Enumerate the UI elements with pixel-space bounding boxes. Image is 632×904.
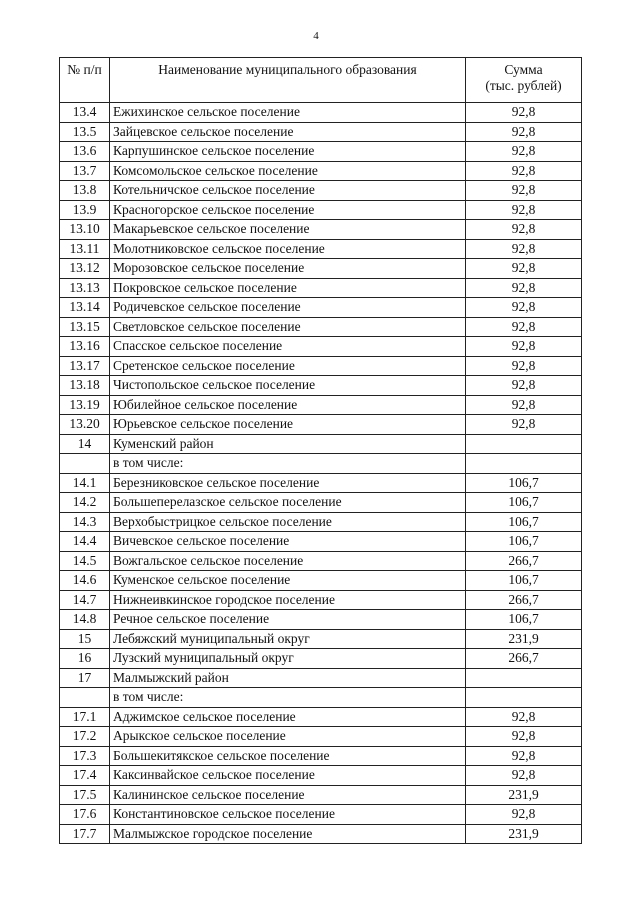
row-number: 14.5 xyxy=(60,551,110,571)
table-row xyxy=(60,181,582,201)
row-number: 14.8 xyxy=(60,610,110,630)
row-name: Каксинвайское сельское поселение xyxy=(110,766,466,786)
row-number: 13.18 xyxy=(60,376,110,396)
table-row xyxy=(60,434,582,454)
row-sum: 92,8 xyxy=(466,766,582,786)
row-name: Речное сельское поселение xyxy=(110,610,466,630)
row-sum: 92,8 xyxy=(466,356,582,376)
table-row xyxy=(60,688,582,708)
row-number: 13.10 xyxy=(60,220,110,240)
row-number: 13.13 xyxy=(60,278,110,298)
table-row xyxy=(60,629,582,649)
row-number: 17.2 xyxy=(60,727,110,747)
table-row xyxy=(60,337,582,357)
row-name: Морозовское сельское поселение xyxy=(110,259,466,279)
row-number: 13.19 xyxy=(60,395,110,415)
row-name: Куменский район xyxy=(110,434,466,454)
table-row xyxy=(60,571,582,591)
row-sum: 92,8 xyxy=(466,122,582,142)
row-sum: 92,8 xyxy=(466,727,582,747)
row-sum: 92,8 xyxy=(466,805,582,825)
header-sum-line1: Сумма xyxy=(504,62,543,77)
table-row xyxy=(60,122,582,142)
row-name: Калининское сельское поселение xyxy=(110,785,466,805)
table-row xyxy=(60,415,582,435)
row-name: Лебяжский муниципальный округ xyxy=(110,629,466,649)
row-number: 15 xyxy=(60,629,110,649)
row-name: Большеперелазское сельское поселение xyxy=(110,493,466,513)
table-row xyxy=(60,239,582,259)
row-sum xyxy=(466,668,582,688)
row-name: Нижнеивкинское городское поселение xyxy=(110,590,466,610)
table-row xyxy=(60,551,582,571)
table-body xyxy=(60,103,582,844)
row-name: Чистопольское сельское поселение xyxy=(110,376,466,396)
row-sum: 106,7 xyxy=(466,571,582,591)
row-sum: 92,8 xyxy=(466,278,582,298)
row-name: Ежихинское сельское поселение xyxy=(110,103,466,123)
row-number: 13.7 xyxy=(60,161,110,181)
row-sum: 92,8 xyxy=(466,376,582,396)
row-number: 17.6 xyxy=(60,805,110,825)
row-number: 14.6 xyxy=(60,571,110,591)
row-name: Большекитякское сельское поселение xyxy=(110,746,466,766)
row-sum: 92,8 xyxy=(466,317,582,337)
row-name: Светловское сельское поселение xyxy=(110,317,466,337)
row-name: Арыкское сельское поселение xyxy=(110,727,466,747)
row-sum: 92,8 xyxy=(466,395,582,415)
table-row xyxy=(60,512,582,532)
table-row xyxy=(60,376,582,396)
table-row xyxy=(60,805,582,825)
row-number: 14.1 xyxy=(60,473,110,493)
row-name: Юрьевское сельское поселение xyxy=(110,415,466,435)
row-number xyxy=(60,454,110,474)
table-row xyxy=(60,785,582,805)
row-sum: 92,8 xyxy=(466,337,582,357)
row-sum: 92,8 xyxy=(466,259,582,279)
table-row xyxy=(60,395,582,415)
row-number: 17.4 xyxy=(60,766,110,786)
row-name: Вичевское сельское поселение xyxy=(110,532,466,552)
row-sum: 92,8 xyxy=(466,239,582,259)
table-row xyxy=(60,668,582,688)
row-name: Сретенское сельское поселение xyxy=(110,356,466,376)
row-sum: 106,7 xyxy=(466,532,582,552)
table-row xyxy=(60,278,582,298)
row-number: 13.11 xyxy=(60,239,110,259)
row-number: 13.14 xyxy=(60,298,110,318)
table-row xyxy=(60,220,582,240)
table-row xyxy=(60,649,582,669)
row-number: 13.16 xyxy=(60,337,110,357)
table-row xyxy=(60,103,582,123)
row-name: Юбилейное сельское поселение xyxy=(110,395,466,415)
row-sum: 106,7 xyxy=(466,493,582,513)
row-sum: 106,7 xyxy=(466,473,582,493)
row-name: Красногорское сельское поселение xyxy=(110,200,466,220)
row-number: 13.8 xyxy=(60,181,110,201)
row-name: Комсомольское сельское поселение xyxy=(110,161,466,181)
row-name: Котельничское сельское поселение xyxy=(110,181,466,201)
row-number: 13.15 xyxy=(60,317,110,337)
table-row xyxy=(60,259,582,279)
row-sum: 106,7 xyxy=(466,512,582,532)
row-sum: 92,8 xyxy=(466,103,582,123)
row-name: Макарьевское сельское поселение xyxy=(110,220,466,240)
page-number: 4 xyxy=(313,30,319,42)
header-sum-line2: (тыс. рублей) xyxy=(485,78,562,93)
row-number: 13.4 xyxy=(60,103,110,123)
row-number: 14.2 xyxy=(60,493,110,513)
row-name: Верхобыстрицкое сельское поселение xyxy=(110,512,466,532)
row-sum: 266,7 xyxy=(466,551,582,571)
row-sum: 92,8 xyxy=(466,200,582,220)
row-name: Малмыжское городское поселение xyxy=(110,824,466,844)
row-number: 17.1 xyxy=(60,707,110,727)
row-name: Покровское сельское поселение xyxy=(110,278,466,298)
row-sum: 92,8 xyxy=(466,142,582,162)
row-number: 14 xyxy=(60,434,110,454)
table-row xyxy=(60,493,582,513)
table-row xyxy=(60,590,582,610)
row-sum xyxy=(466,688,582,708)
row-name: Зайцевское сельское поселение xyxy=(110,122,466,142)
table-row xyxy=(60,161,582,181)
table-row xyxy=(60,766,582,786)
table-row xyxy=(60,610,582,630)
row-sum: 92,8 xyxy=(466,220,582,240)
row-sum xyxy=(466,454,582,474)
row-number: 13.17 xyxy=(60,356,110,376)
row-number: 13.5 xyxy=(60,122,110,142)
table-row xyxy=(60,454,582,474)
header-sum xyxy=(466,58,582,103)
table-row xyxy=(60,727,582,747)
row-number: 13.6 xyxy=(60,142,110,162)
row-sum: 106,7 xyxy=(466,610,582,630)
row-name: Лузский муниципальный округ xyxy=(110,649,466,669)
row-number: 14.7 xyxy=(60,590,110,610)
row-name: в том числе: xyxy=(110,688,466,708)
row-sum: 231,9 xyxy=(466,824,582,844)
row-sum: 92,8 xyxy=(466,707,582,727)
row-number: 14.4 xyxy=(60,532,110,552)
row-name: Спасское сельское поселение xyxy=(110,337,466,357)
row-number: 14.3 xyxy=(60,512,110,532)
row-sum: 231,9 xyxy=(466,785,582,805)
table-row xyxy=(60,356,582,376)
row-sum: 266,7 xyxy=(466,590,582,610)
row-name: Родичевское сельское поселение xyxy=(110,298,466,318)
table-row xyxy=(60,473,582,493)
row-sum: 92,8 xyxy=(466,161,582,181)
table-row xyxy=(60,142,582,162)
row-name: Карпушинское сельское поселение xyxy=(110,142,466,162)
table-row xyxy=(60,746,582,766)
row-name: Аджимское сельское поселение xyxy=(110,707,466,727)
table-row xyxy=(60,707,582,727)
row-sum: 92,8 xyxy=(466,181,582,201)
row-sum: 231,9 xyxy=(466,629,582,649)
row-name: Константиновское сельское поселение xyxy=(110,805,466,825)
row-number xyxy=(60,688,110,708)
row-sum xyxy=(466,434,582,454)
header-name: Наименование муниципального образования xyxy=(110,58,466,103)
table-header-row xyxy=(60,58,582,103)
row-sum: 92,8 xyxy=(466,298,582,318)
table-row xyxy=(60,824,582,844)
row-sum: 92,8 xyxy=(466,746,582,766)
row-number: 13.12 xyxy=(60,259,110,279)
row-number: 17.7 xyxy=(60,824,110,844)
row-number: 17 xyxy=(60,668,110,688)
row-name: в том числе: xyxy=(110,454,466,474)
row-sum: 266,7 xyxy=(466,649,582,669)
table-row xyxy=(60,298,582,318)
row-number: 17.5 xyxy=(60,785,110,805)
row-name: Вожгальское сельское поселение xyxy=(110,551,466,571)
row-number: 13.9 xyxy=(60,200,110,220)
table-row xyxy=(60,317,582,337)
row-number: 16 xyxy=(60,649,110,669)
row-number: 13.20 xyxy=(60,415,110,435)
row-name: Куменское сельское поселение xyxy=(110,571,466,591)
row-sum: 92,8 xyxy=(466,415,582,435)
allocation-table xyxy=(59,57,582,844)
row-name: Малмыжский район xyxy=(110,668,466,688)
table-row xyxy=(60,532,582,552)
row-number: 17.3 xyxy=(60,746,110,766)
row-name: Березниковское сельское поселение xyxy=(110,473,466,493)
row-name: Молотниковское сельское поселение xyxy=(110,239,466,259)
table-row xyxy=(60,200,582,220)
header-num: № п/п xyxy=(60,58,110,103)
